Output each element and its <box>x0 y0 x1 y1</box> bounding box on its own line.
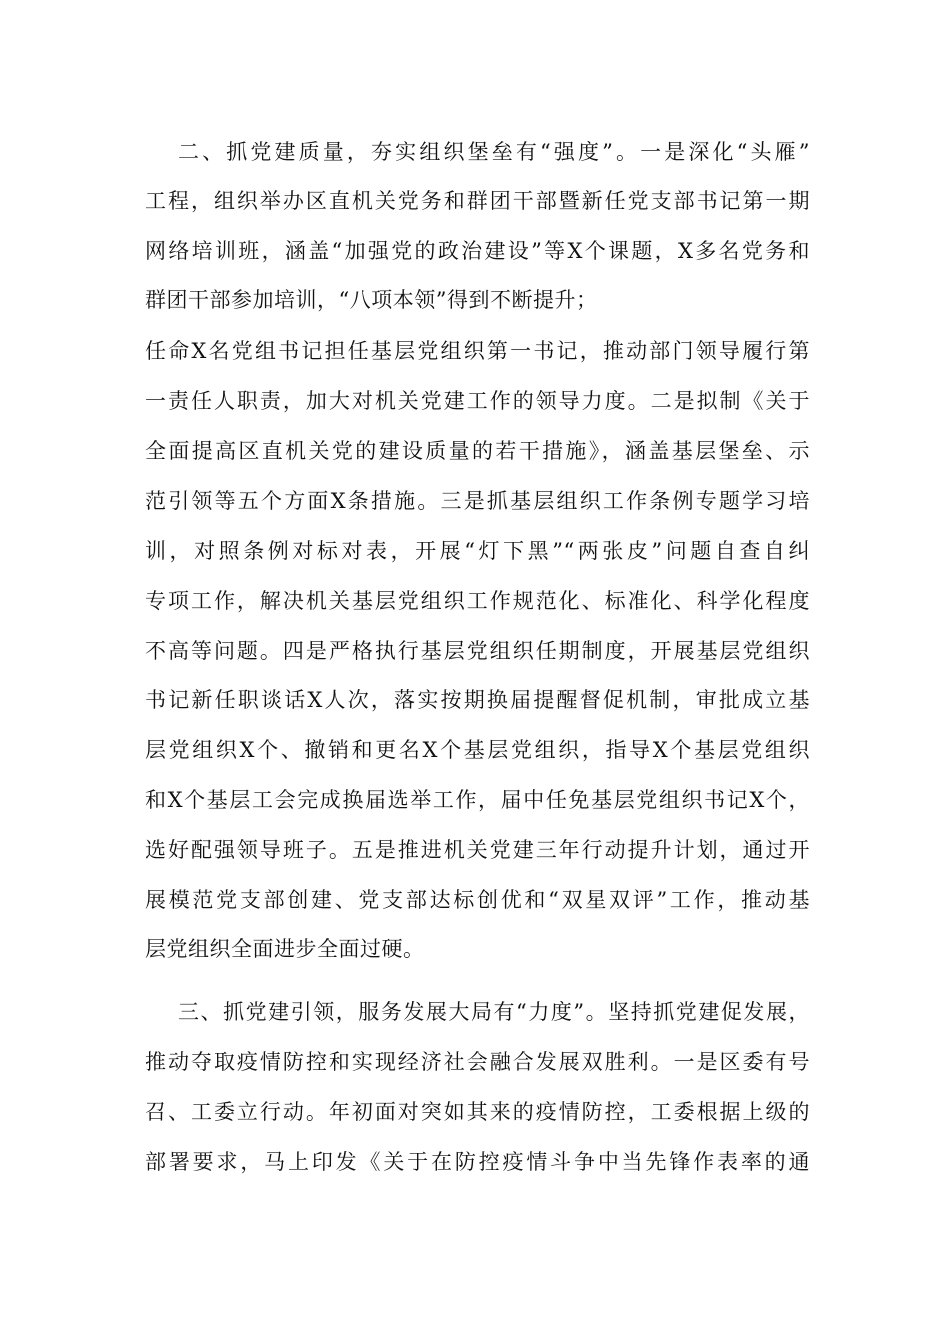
paragraph-2b-line-4: 范引领等五个方面X条措施。三是抓基层组织工作条例专题学习培 <box>145 489 810 513</box>
paragraph-2-line-4: 群团干部参加培训，“八项本领”得到不断提升； <box>145 288 598 312</box>
paragraph-2b-line-10: 和X个基层工会完成换届选举工作，届中任免基层党组织书记X个， <box>145 788 810 812</box>
paragraph-3-line-4: 部署要求，马上印发《关于在防控疫情斗争中当先锋作表率的通 <box>145 1150 810 1174</box>
paragraph-2b-line-1: 任命X名党组书记担任基层党组织第一书记，推动部门领导履行第 <box>145 339 810 363</box>
paragraph-2b-line-6: 专项工作，解决机关基层党组织工作规范化、标准化、科学化程度 <box>145 589 810 613</box>
paragraph-3-line-1: 三、抓党建引领，服务发展大局有“力度”。坚持抓党建促发展， <box>178 1000 810 1024</box>
paragraph-3-line-3: 召、工委立行动。年初面对突如其来的疫情防控，工委根据上级的 <box>145 1100 810 1124</box>
paragraph-3-line-2: 推动夺取疫情防控和实现经济社会融合发展双胜利。一是区委有号 <box>145 1050 810 1074</box>
paragraph-2b-line-9: 层党组织X个、撤销和更名X个基层党组织，指导X个基层党组织 <box>145 738 810 762</box>
paragraph-2b-line-13: 层党组织全面进步全面过硬。 <box>145 937 425 961</box>
paragraph-2b-line-8: 书记新任职谈话X人次，落实按期换届提醒督促机制，审批成立基 <box>145 688 810 712</box>
paragraph-2b-line-3: 全面提高区直机关党的建设质量的若干措施》，涵盖基层堡垒、示 <box>145 439 810 463</box>
paragraph-2b-line-11: 选好配强领导班子。五是推进机关党建三年行动提升计划，通过开 <box>145 838 810 862</box>
paragraph-2b-line-2: 一责任人职责，加大对机关党建工作的领导力度。二是拟制《关于 <box>145 389 810 413</box>
paragraph-2-line-2: 工程，组织举办区直机关党务和群团干部暨新任党支部书记第一期 <box>145 189 810 213</box>
paragraph-2-line-1: 二、抓党建质量，夯实组织堡垒有“强度”。一是深化“头雁” <box>178 140 810 164</box>
paragraph-2b-line-12: 展模范党支部创建、党支部达标创优和“双星双评”工作，推动基 <box>145 888 810 912</box>
paragraph-2b-line-7: 不高等问题。四是严格执行基层党组织任期制度，开展基层党组织 <box>145 639 810 663</box>
paragraph-2-line-3: 网络培训班，涵盖“加强党的政治建设”等X个课题，X多名党务和 <box>145 239 810 263</box>
paragraph-2b-line-5: 训，对照条例对标对表，开展“灯下黑”“两张皮”问题自查自纠 <box>145 539 810 563</box>
